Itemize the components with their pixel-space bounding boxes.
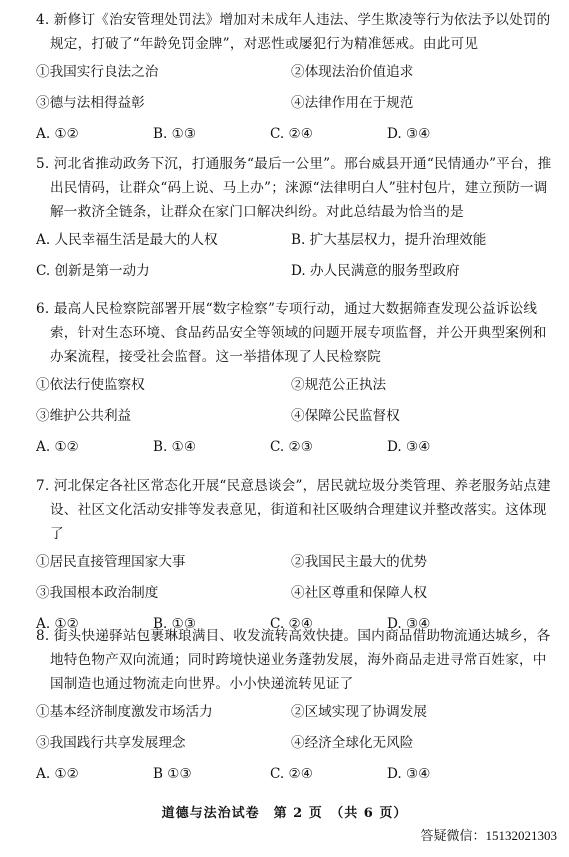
choice-4: ④经济全球化无风险 xyxy=(291,734,414,751)
answer-c: C. ②③ xyxy=(270,438,313,455)
choice-d: D. 办人民满意的服务型政府 xyxy=(291,262,460,279)
contact-info xyxy=(420,825,557,844)
choice-1: ①依法行使监察权 xyxy=(36,376,145,393)
answer-d: D. ③④ xyxy=(387,438,431,455)
question-5-choices-row-1 xyxy=(36,224,569,255)
choice-2: ②规范公正执法 xyxy=(291,376,387,393)
choice-1: ①我国实行良法之治 xyxy=(36,63,159,80)
question-4-stem: 4. 新修订《治安管理处罚法》增加对未成年人违法、学生欺凌等行为依法予以处罚的规定，打破了“年龄免罚金牌”，对恶性或屡犯行为精准惩戒。由此可见 xyxy=(36,12,551,52)
answer-b: B. ①④ xyxy=(153,438,197,455)
question-7 xyxy=(0,474,569,639)
answer-a: A. ①② xyxy=(36,615,79,632)
choice-4: ④保障公民监督权 xyxy=(291,407,400,424)
answer-d: D. ③④ xyxy=(387,125,431,142)
choice-1: ①居民直接管理国家大事 xyxy=(36,553,186,570)
question-8-answers xyxy=(36,758,569,789)
answer-c: C. ②④ xyxy=(270,765,313,782)
answer-b: B. ①③ xyxy=(153,125,197,142)
question-5-stem: 5. 河北省推动政务下沉，打通服务“最后一公里”。邢台威县开通“民情通办”平台，推出民情码，让群众“码上说、马上办”；涞源“法律明白人”驻村包片，建立预防一调解一救济全链条，让群众在家门口解决纠纷。对此总结最为恰当的是 xyxy=(36,156,552,220)
choice-3: ③维护公共利益 xyxy=(36,407,132,424)
choice-c: C. 创新是第一动力 xyxy=(36,262,150,279)
question-7-stem: 7. 河北保定各社区常态化开展“民意恳谈会”，居民就垃圾分类管理、养老服务站点建设、社区文化活动安排等发表意见，街道和社区吸纳合理建议并整改落实。这体现了 xyxy=(36,478,551,542)
choice-b: B. 扩大基层权力，提升治理效能 xyxy=(291,231,487,248)
answer-d: D. ③④ xyxy=(387,615,431,632)
answer-c: C. ②④ xyxy=(270,615,313,632)
page-footer: 道德与法治试卷 第 2 页 （共 6 页） xyxy=(161,806,408,821)
answer-a: A. ①② xyxy=(36,125,79,142)
choice-3: ③我国践行共享发展理念 xyxy=(36,734,186,751)
choice-4: ④社区尊重和保障人权 xyxy=(291,584,427,601)
contact-label: 答疑微信： xyxy=(420,829,486,844)
question-4-answers xyxy=(36,118,569,149)
question-4 xyxy=(0,8,569,149)
question-4-choices-row-2 xyxy=(36,87,569,118)
answer-c: C. ②④ xyxy=(270,125,313,142)
answer-b: B. ①③ xyxy=(153,615,197,632)
question-5 xyxy=(0,152,569,286)
choice-a: A. 人民幸福生活是最大的人权 xyxy=(36,231,218,248)
question-8-choices-row-2 xyxy=(36,727,569,758)
question-6-stem: 6. 最高人民检察院部署开展“数字检察”专项行动，通过大数据筛查发现公益诉讼线索，针对生态环境、食品药品安全等领域的问题开展专项监督，并公开典型案例和办案流程，接受社会监督。这一举措体现了人民检察院 xyxy=(36,301,547,365)
question-4-choices-row-1 xyxy=(36,56,569,87)
question-6-choices-row-2 xyxy=(36,400,569,431)
question-7-choices-row-1 xyxy=(36,546,569,577)
choice-2: ②我国民主最大的优势 xyxy=(291,553,427,570)
choice-4: ④法律作用在于规范 xyxy=(291,94,414,111)
question-6 xyxy=(0,297,569,462)
question-8-stem: 8. 街头快递驿站包裹琳琅满目、收发流转高效快捷。国内商品借助物流通达城乡，各地特色物产双向流通；同时跨境快递业务蓬勃发展，海外商品走进寻常百姓家，中国制造也通过物流走向世界。小小快递流转见证了 xyxy=(36,628,551,692)
choice-1: ①基本经济制度激发市场活力 xyxy=(36,703,213,720)
choice-2: ②体现法治价值追求 xyxy=(291,63,414,80)
question-6-answers xyxy=(36,431,569,462)
answer-a: A. ①② xyxy=(36,438,79,455)
question-8 xyxy=(0,624,569,789)
choice-3: ③德与法相得益彰 xyxy=(36,94,145,111)
question-6-choices-row-1 xyxy=(36,369,569,400)
choice-3: ③我国根本政治制度 xyxy=(36,584,159,601)
question-8-choices-row-1 xyxy=(36,696,569,727)
answer-d: D. ③④ xyxy=(387,765,431,782)
contact-number: 15132021303 xyxy=(485,828,557,843)
question-5-choices-row-2 xyxy=(36,255,569,286)
question-7-choices-row-2 xyxy=(36,577,569,608)
answer-a: A. ①② xyxy=(36,765,79,782)
answer-b: B ①③ xyxy=(153,765,192,782)
choice-2: ②区域实现了协调发展 xyxy=(291,703,427,720)
